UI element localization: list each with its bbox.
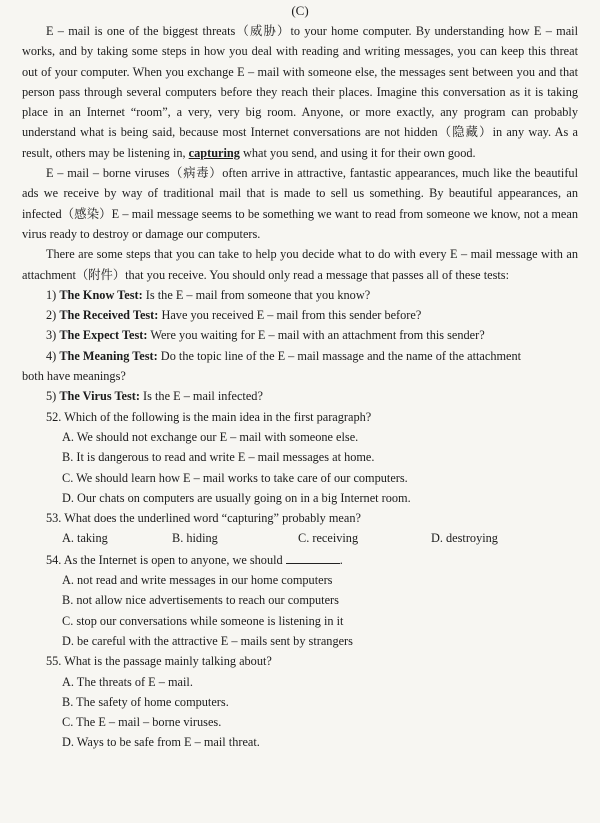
question-54 xyxy=(22,549,578,651)
paragraph-1 xyxy=(22,21,578,163)
test-item-continuation: both have meanings? xyxy=(22,369,126,384)
test-name: The Meaning Test xyxy=(59,348,154,363)
question-stem: 55. What is the passage mainly talking about? xyxy=(46,654,272,669)
option-a: A. taking xyxy=(62,531,108,546)
question-stem: 53. What does the underlined word “capturing” probably mean? xyxy=(46,511,361,526)
option-a: A. The threats of E – mail. xyxy=(62,674,193,689)
option-d: D. be careful with the attractive E – mails sent by strangers xyxy=(62,633,353,648)
question-stem: 52. Which of the following is the main idea in the first paragraph? xyxy=(46,409,372,424)
option-a: A. We should not exchange our E – mail with someone else. xyxy=(62,429,359,444)
tests-list xyxy=(22,285,578,407)
option-b: B. hiding xyxy=(172,531,218,546)
underlined-word: capturing xyxy=(188,145,240,160)
test-name: The Received Test xyxy=(59,308,155,323)
option-b: B. The safety of home computers. xyxy=(62,694,229,709)
option-d: D. destroying xyxy=(431,531,498,546)
test-name: The Virus Test xyxy=(59,389,136,404)
paragraph-3: There are some steps that you can take to help you decide what to do with every E – mail message with an attachment（附件）that you receive. You should only read a message that passes all of these tests: xyxy=(22,247,578,282)
paragraph-1-tail: what you send, and using it for their own good. xyxy=(239,145,476,160)
option-c: C. We should learn how E – mail works to take care of our computers. xyxy=(62,470,408,485)
option-c: C. The E – mail – borne viruses. xyxy=(62,715,222,730)
paragraph-1-text: E – mail is one of the biggest threats（威胁）to your home computer. By understanding how E – mail works, and by taking some steps in how you deal with reading and writing messages, you can keep this threat out of your computer. When you exchange E – mail with someone else, the messages sent between you and that person pass through several computers before they reach their places. Imagine this conversation as it is taking place in an Internet “room”, a very, very big room. Anyone, or more exactly, any program can probably understand what is being said, because most Internet conversations are not hidden（隐藏）in any way. As a result, others may be listening in, xyxy=(22,24,578,160)
question-55 xyxy=(22,651,578,752)
test-item: 3) The Expect Test: Were you waiting for E – mail with an attachment from this sender? xyxy=(46,328,485,343)
options-row xyxy=(62,528,578,548)
test-name: The Expect Test xyxy=(59,328,144,343)
option-b: B. not allow nice advertisements to reach our computers xyxy=(62,593,339,608)
test-item: 2) The Received Test: Have you received E – mail from this sender before? xyxy=(46,308,422,323)
section-title: (C) xyxy=(291,3,309,18)
question-53 xyxy=(22,508,578,549)
test-name: The Know Test xyxy=(59,287,139,302)
test-item: 1) The Know Test: Is the E – mail from someone that you know? xyxy=(46,287,371,302)
option-b: B. It is dangerous to read and write E – mail messages at home. xyxy=(62,450,375,465)
option-c: C. stop our conversations while someone is listening in it xyxy=(62,613,344,628)
question-stem: 54. As the Internet is open to anyone, we should . xyxy=(46,549,578,570)
test-item: 4) The Meaning Test: Do the topic line of the E – mail massage and the name of the attachment xyxy=(46,348,522,363)
option-a: A. not read and write messages in our home computers xyxy=(62,573,333,588)
paragraph-2: E – mail – borne viruses（病毒）often arrive in attractive, fantastic appearances, much like the beautiful ads we receive by way of traditional mail that is made to sell us something. By beautiful appearances, an infected（感染）E – mail message seems to be something we want to read from someone we know, not a mean virus ready to destroy or damage our computers. xyxy=(22,166,578,241)
question-52 xyxy=(22,407,578,508)
option-d: D. Ways to be safe from E – mail threat. xyxy=(62,735,260,750)
option-d: D. Our chats on computers are usually going on in a big Internet room. xyxy=(62,490,411,505)
test-item: 5) The Virus Test: Is the E – mail infected? xyxy=(46,389,263,404)
option-c: C. receiving xyxy=(298,531,359,546)
answer-blank xyxy=(286,549,340,564)
